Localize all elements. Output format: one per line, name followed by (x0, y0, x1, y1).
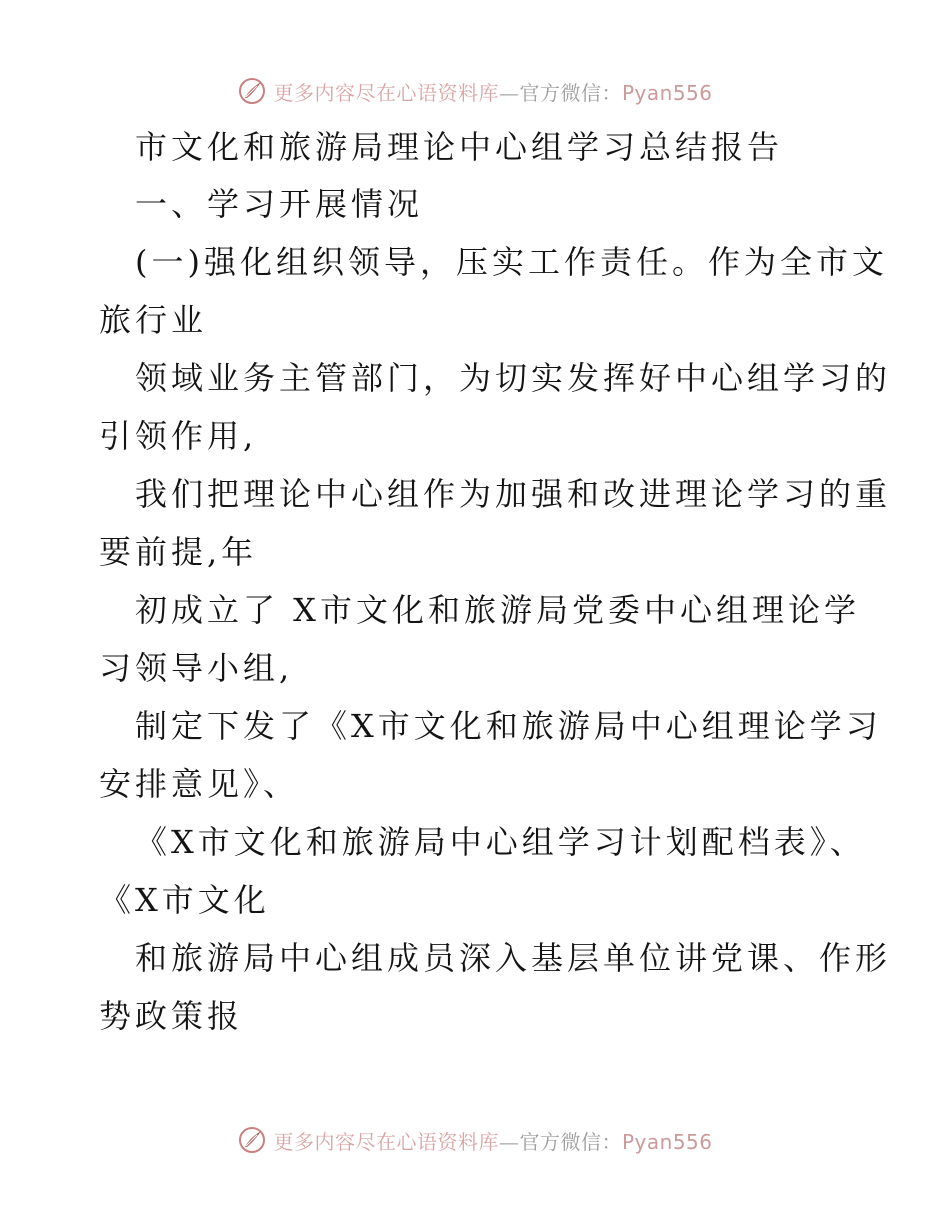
body-line: 要前提,年 (99, 533, 258, 571)
watermark-label: 官方微信： (519, 80, 622, 105)
watermark-separator: — (498, 1129, 520, 1154)
body-line: 引领作用, (99, 417, 258, 455)
red-feather-logo-icon (237, 1125, 267, 1155)
body-line: 《X市文化和旅游局中心组学习计划配档表》、 (135, 823, 866, 861)
section-heading: 一、学习开展情况 (135, 185, 424, 223)
body-line: 制定下发了《X市文化和旅游局中心组理论学习 (135, 707, 882, 745)
watermark-wechat-id: Pyan556 (621, 1129, 713, 1154)
body-line: 安排意见》、 (99, 765, 300, 803)
body-line: (一)强化组织领导，压实工作责任。作为全市文 (135, 243, 888, 281)
body-line: 旅行业 (99, 301, 208, 339)
watermark-separator: — (498, 80, 520, 105)
watermark-wechat-id: Pyan556 (621, 80, 713, 105)
body-line: 领域业务主管部门，为切实发挥好中心组学习的 (135, 359, 892, 397)
watermark-label: 官方微信： (519, 1129, 622, 1154)
body-line: 和旅游局中心组成员深入基层单位讲党课、作形 (135, 939, 892, 977)
watermark-text (273, 1126, 712, 1155)
body-line: 初成立了 X市文化和旅游局党委中心组理论学 (135, 591, 860, 629)
body-line: 习领导小组, (99, 649, 294, 687)
body-line: 《X市文化 (99, 881, 270, 919)
body-line: 我们把理论中心组作为加强和改进理论学习的重 (135, 475, 892, 513)
watermark-banner-bottom (0, 1120, 950, 1160)
document-title: 市文化和旅游局理论中心组学习总结报告 (135, 128, 784, 166)
watermark-brand: 更多内容尽在心语资料库 (273, 1129, 499, 1154)
watermark-brand: 更多内容尽在心语资料库 (273, 80, 499, 105)
body-line: 势政策报 (99, 997, 244, 1035)
